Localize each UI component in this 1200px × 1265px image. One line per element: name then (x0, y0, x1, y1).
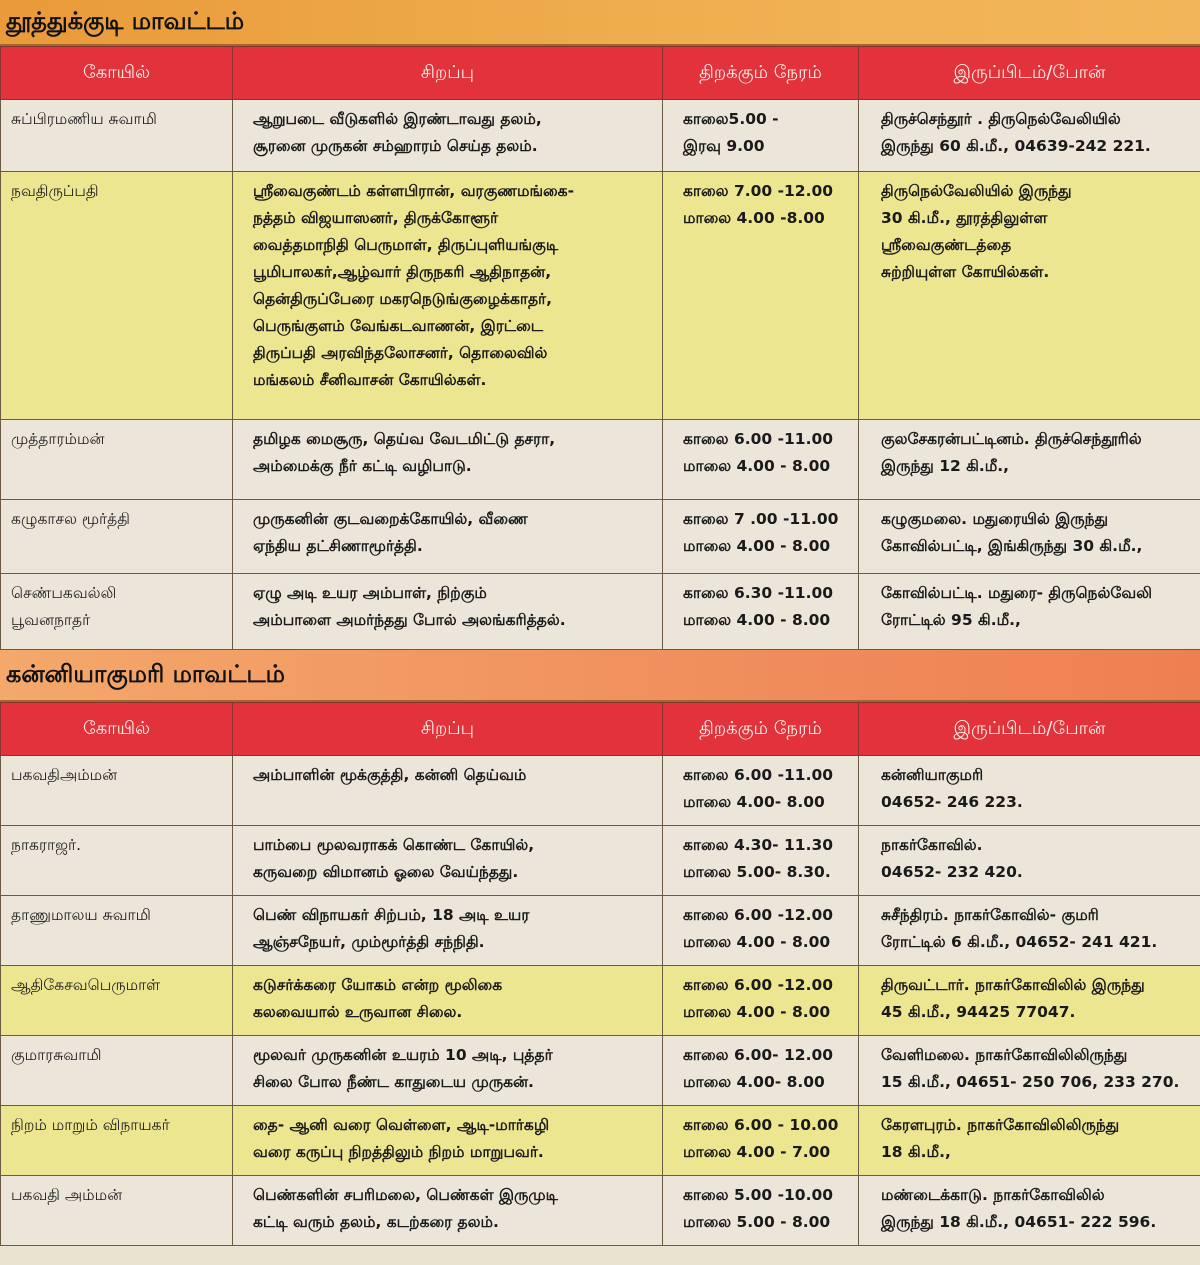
location-cell (859, 966, 1200, 1036)
cell-line: காலை 6.00 - 10.00 (683, 1116, 839, 1134)
column-header-timing: திறக்கும் நேரம் (663, 703, 859, 756)
cell-line: முருகனின் குடவறைக்கோயில், வீணை (253, 510, 528, 528)
speciality-cell (233, 756, 663, 826)
cell-line: சூரனை முருகன் சம்ஹாரம் செய்த தலம். (253, 137, 538, 155)
temple-table-kanniyakumari (0, 702, 1200, 1246)
cell-line: திருநெல்வேலியில் இருந்து (881, 182, 1072, 200)
cell-line: மாலை 4.00- 8.00 (683, 1073, 825, 1091)
timing-cell (663, 966, 859, 1036)
temple-name-cell (1, 500, 233, 574)
cell-line: மண்டைக்காடு. நாகர்கோவிலில் (881, 1186, 1105, 1204)
cell-line: மாலை 4.00- 8.00 (683, 793, 825, 811)
cell-line: வரை கருப்பு நிறத்திலும் நிறம் மாறுபவர். (253, 1143, 544, 1161)
cell-line: பூமிபாலகர்,ஆழ்வார் திருநகரி ஆதிநாதன், (253, 263, 552, 281)
cell-line: பகவதி அம்மன் (11, 1186, 123, 1204)
cell-line: ரோட்டில் 6 கி.மீ., 04652- 241 421. (881, 933, 1158, 951)
cell-line: இருந்து 18 கி.மீ., 04651- 222 596. (881, 1213, 1157, 1231)
cell-line: 45 கி.மீ., 94425 77047. (881, 1003, 1076, 1021)
table-row (1, 1176, 1200, 1246)
cell-line: கேரளபுரம். நாகர்கோவிலிலிருந்து (881, 1116, 1120, 1134)
temple-name-cell (1, 896, 233, 966)
table-row (1, 1106, 1200, 1176)
table-row (1, 966, 1200, 1036)
location-cell (859, 1036, 1200, 1106)
district-title-kanniyakumari: கன்னியாகுமரி மாவட்டம் (0, 650, 1200, 702)
location-cell (859, 1106, 1200, 1176)
cell-line: காலை 5.00 -10.00 (683, 1186, 834, 1204)
cell-line: காலை 6.00 -12.00 (683, 906, 834, 924)
table-row (1, 100, 1200, 172)
cell-line: மாலை 4.00 - 8.00 (683, 537, 831, 555)
speciality-cell (233, 896, 663, 966)
cell-line: இருந்து 12 கி.மீ., (881, 457, 1010, 475)
column-header-temple: கோயில் (1, 703, 233, 756)
speciality-cell (233, 826, 663, 896)
speciality-cell (233, 1106, 663, 1176)
temple-name-cell (1, 172, 233, 420)
cell-line: மாலை 4.00 -8.00 (683, 209, 825, 227)
cell-line: பகவதிஅம்மன் (11, 766, 118, 784)
speciality-cell (233, 966, 663, 1036)
table-row (1, 896, 1200, 966)
cell-line: கழுகாசல மூர்த்தி (11, 510, 130, 528)
timing-cell (663, 420, 859, 500)
timing-cell (663, 1106, 859, 1176)
location-cell (859, 826, 1200, 896)
temple-table-thoothukudi (0, 46, 1200, 650)
temple-name-cell (1, 100, 233, 172)
temple-name-cell (1, 1176, 233, 1246)
cell-line: காலை5.00 - (683, 110, 779, 128)
cell-line: மாலை 4.00 - 8.00 (683, 933, 831, 951)
cell-line: சிலை போல நீண்ட காதுடைய முருகன். (253, 1073, 534, 1091)
cell-line: வைத்தமாநிதி பெருமாள், திருப்புளியங்குடி (253, 236, 559, 254)
table-row (1, 826, 1200, 896)
cell-line: காலை 6.30 -11.00 (683, 584, 834, 602)
speciality-cell (233, 1036, 663, 1106)
table-row (1, 172, 1200, 420)
cell-line: மாலை 5.00- 8.30. (683, 863, 831, 881)
cell-line: மங்கலம் சீனிவாசன் கோயில்கள். (253, 371, 487, 389)
cell-line: கன்னியாகுமரி (881, 766, 984, 784)
cell-line: தமிழக மைசூரு, தெய்வ வேடமிட்டு தசரா, (253, 430, 556, 448)
cell-line: அம்பாளை அமர்ந்தது போல் அலங்கரித்தல். (253, 611, 566, 629)
cell-line: மாலை 4.00 - 8.00 (683, 457, 831, 475)
timing-cell (663, 100, 859, 172)
location-cell (859, 420, 1200, 500)
location-cell (859, 574, 1200, 650)
cell-line: கருவறை விமானம் ஓலை வேய்ந்தது. (253, 863, 519, 881)
cell-line: குமாரசுவாமி (11, 1046, 102, 1064)
cell-line: காலை 6.00 -11.00 (683, 430, 834, 448)
cell-line: நிறம் மாறும் விநாயகர் (11, 1116, 170, 1134)
cell-line: பாம்பை மூலவராகக் கொண்ட கோயில், (253, 836, 535, 854)
cell-line: அம்மைக்கு நீர் கட்டி வழிபாடு. (253, 457, 472, 475)
cell-line: பூவனநாதர் (11, 611, 91, 629)
cell-line: காலை 6.00 -11.00 (683, 766, 834, 784)
column-header-timing: திறக்கும் நேரம் (663, 47, 859, 100)
cell-line: நாகராஜர். (11, 836, 82, 854)
temple-name-cell (1, 1036, 233, 1106)
cell-line: காலை 7.00 -12.00 (683, 182, 834, 200)
timing-cell (663, 1176, 859, 1246)
temple-name-cell (1, 826, 233, 896)
cell-line: கோவில்பட்டி, இங்கிருந்து 30 கி.மீ., (881, 537, 1143, 555)
cell-line: சுப்பிரமணிய சுவாமி (11, 110, 157, 128)
location-cell (859, 500, 1200, 574)
cell-line: செண்பகவல்லி (11, 584, 117, 602)
cell-line: கடுசர்க்கரை யோகம் என்ற மூலிகை (253, 976, 503, 994)
cell-line: முத்தாரம்மன் (11, 430, 105, 448)
cell-line: தென்திருப்பேரை மகரநெடுங்குழைக்காதர், (253, 290, 553, 308)
cell-line: ஸ்ரீவைகுண்டம் கள்ளபிரான், வரகுணமங்கை- (253, 182, 575, 200)
cell-line: ஏழு அடி உயர அம்பாள், நிற்கும் (253, 584, 487, 602)
cell-line: ரோட்டில் 95 கி.மீ., (881, 611, 1021, 629)
table-header-row (1, 703, 1200, 756)
cell-line: 18 கி.மீ., (881, 1143, 951, 1161)
temple-name-cell (1, 420, 233, 500)
cell-line: மூலவர் முருகனின் உயரம் 10 அடி, புத்தர் (253, 1046, 553, 1064)
location-cell (859, 172, 1200, 420)
timing-cell (663, 896, 859, 966)
location-cell (859, 1176, 1200, 1246)
temple-name-cell (1, 1106, 233, 1176)
location-cell (859, 896, 1200, 966)
cell-line: ஆதிகேசவபெருமாள் (11, 976, 161, 994)
cell-line: இரவு 9.00 (683, 137, 765, 155)
cell-line: ஆறுபடை வீடுகளில் இரண்டாவது தலம், (253, 110, 542, 128)
cell-line: கட்டி வரும் தலம், கடற்கரை தலம். (253, 1213, 499, 1231)
speciality-cell (233, 420, 663, 500)
cell-line: கோவில்பட்டி. மதுரை- திருநெல்வேலி (881, 584, 1152, 602)
cell-line: குலசேகரன்பட்டினம். திருச்செந்தூரில் (881, 430, 1142, 448)
timing-cell (663, 756, 859, 826)
cell-line: தாணுமாலய சுவாமி (11, 906, 151, 924)
table-row (1, 574, 1200, 650)
speciality-cell (233, 172, 663, 420)
cell-line: சுசீந்திரம். நாகர்கோவில்- குமரி (881, 906, 1099, 924)
timing-cell (663, 574, 859, 650)
cell-line: காலை 6.00 -12.00 (683, 976, 834, 994)
speciality-cell (233, 100, 663, 172)
table-row (1, 756, 1200, 826)
cell-line: 04652- 246 223. (881, 793, 1023, 811)
location-cell (859, 100, 1200, 172)
cell-line: மாலை 4.00 - 8.00 (683, 611, 831, 629)
speciality-cell (233, 1176, 663, 1246)
cell-line: பெருங்குளம் வேங்கடவாணன், இரட்டை (253, 317, 544, 335)
cell-line: மாலை 4.00 - 7.00 (683, 1143, 831, 1161)
cell-line: ஸ்ரீவைகுண்டத்தை (881, 236, 1012, 254)
cell-line: 15 கி.மீ., 04651- 250 706, 233 270. (881, 1073, 1180, 1091)
district-title-thoothukudi: தூத்துக்குடி மாவட்டம் (0, 0, 1200, 46)
cell-line: திருப்பதி அரவிந்தலோசனர், தொலைவில் (253, 344, 548, 362)
timing-cell (663, 500, 859, 574)
timing-cell (663, 1036, 859, 1106)
table-header-row (1, 47, 1200, 100)
temple-name-cell (1, 966, 233, 1036)
column-header-location: இருப்பிடம்/போன் (859, 47, 1200, 100)
cell-line: காலை 4.30- 11.30 (683, 836, 834, 854)
cell-line: ஏந்திய தட்சிணாமூர்த்தி. (253, 537, 423, 555)
cell-line: மாலை 4.00 - 8.00 (683, 1003, 831, 1021)
cell-line: நத்தம் விஜயாஸனர், திருக்கோளூர் (253, 209, 499, 227)
cell-line: அம்பாளின் மூக்குத்தி, கன்னி தெய்வம் (253, 766, 527, 784)
cell-line: ஆஞ்சநேயர், மும்மூர்த்தி சந்நிதி. (253, 933, 485, 951)
cell-line: வேளிமலை. நாகர்கோவிலிலிருந்து (881, 1046, 1128, 1064)
cell-line: 30 கி.மீ., தூரத்திலுள்ள (881, 209, 1048, 227)
cell-line: காலை 7 .00 -11.00 (683, 510, 839, 528)
cell-line: 04652- 232 420. (881, 863, 1023, 881)
cell-line: நவதிருப்பதி (11, 182, 99, 200)
cell-line: மாலை 5.00 - 8.00 (683, 1213, 831, 1231)
cell-line: கழுகுமலை. மதுரையில் இருந்து (881, 510, 1109, 528)
cell-line: இருந்து 60 கி.மீ., 04639-242 221. (881, 137, 1151, 155)
cell-line: சுற்றியுள்ள கோயில்கள். (881, 263, 1050, 281)
table-row (1, 420, 1200, 500)
cell-line: நாகர்கோவில். (881, 836, 983, 854)
timing-cell (663, 172, 859, 420)
cell-line: பெண்களின் சபரிமலை, பெண்கள் இருமுடி (253, 1186, 558, 1204)
column-header-speciality: சிறப்பு (233, 47, 663, 100)
column-header-speciality: சிறப்பு (233, 703, 663, 756)
cell-line: பெண் விநாயகர் சிற்பம், 18 அடி உயர (253, 906, 530, 924)
temple-name-cell (1, 574, 233, 650)
table-row (1, 500, 1200, 574)
location-cell (859, 756, 1200, 826)
cell-line: கலவையால் உருவான சிலை. (253, 1003, 463, 1021)
cell-line: காலை 6.00- 12.00 (683, 1046, 834, 1064)
column-header-location: இருப்பிடம்/போன் (859, 703, 1200, 756)
speciality-cell (233, 574, 663, 650)
table-row (1, 1036, 1200, 1106)
cell-line: தை- ஆனி வரை வெள்ளை, ஆடி-மார்கழி (253, 1116, 550, 1134)
cell-line: திருச்செந்தூர் . திருநெல்வேலியில் (881, 110, 1121, 128)
temple-name-cell (1, 756, 233, 826)
speciality-cell (233, 500, 663, 574)
cell-line: திருவட்டார். நாகர்கோவிலில் இருந்து (881, 976, 1145, 994)
timing-cell (663, 826, 859, 896)
column-header-temple: கோயில் (1, 47, 233, 100)
